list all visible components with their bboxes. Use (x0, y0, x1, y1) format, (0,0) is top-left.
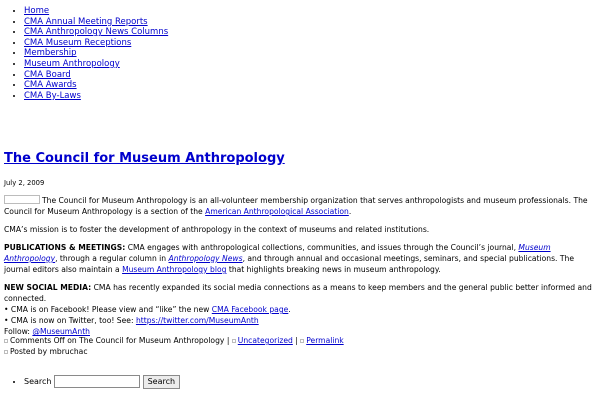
nav-item-annual-meeting-reports (24, 17, 305, 28)
entry-paragraph-intro (4, 195, 596, 217)
nav-link-membership[interactable]: Membership (24, 48, 77, 59)
post-entry (4, 195, 596, 344)
category-icon (232, 339, 236, 343)
facebook-text: • CMA is on Facebook! Please view and “like” the new (4, 305, 212, 314)
search-label: Search (24, 377, 52, 386)
meta-separator-2: | (292, 336, 301, 345)
nav-item-membership (24, 48, 305, 59)
meta-separator: | (224, 336, 232, 345)
nav-link-anthropology-news-columns[interactable]: CMA Anthropology News Columns (24, 27, 169, 38)
publications-text-d: that highlights breaking news in museum anthropology. (226, 265, 441, 274)
permalink-icon (300, 339, 304, 343)
publications-text-c: , and through annual and occasional meetings, seminars, and special publications. The journal editors also maintain a (4, 254, 574, 274)
social-media-text: CMA has recently expanded its social media connections as a means to keep members and the general public better informed and connected. (4, 283, 592, 303)
comments-icon (4, 339, 8, 343)
nav-item-anthropology-news-columns (24, 27, 305, 38)
broken-image-icon (4, 195, 40, 204)
search-widget (24, 374, 180, 390)
comments-off-text: Comments Off on The Council for Museum Anthropology (10, 336, 225, 345)
nav-item-museum-anthropology (24, 59, 305, 70)
post-date: July 2, 2009 (4, 179, 45, 187)
twitter-url-link[interactable]: https://twitter.com/MuseumAnth (135, 316, 259, 325)
twitter-follow-link[interactable]: @MuseumAnth (32, 327, 90, 336)
publications-text-b: , through a regular column in (55, 254, 169, 263)
category-link[interactable]: Uncategorized (237, 336, 293, 345)
nav-item-by-laws (24, 91, 305, 102)
author-icon (4, 350, 8, 354)
sidebar (5, 374, 180, 390)
aaa-link[interactable]: American Anthropological Association (205, 207, 349, 216)
post-title (4, 150, 285, 168)
nav-link-awards[interactable]: CMA Awards (24, 80, 77, 91)
posted-by-text: Posted by mbruchac (10, 346, 88, 356)
nav-item-awards (24, 80, 305, 91)
main-nav (5, 6, 305, 101)
museum-anthropology-blog-link[interactable]: Museum Anthropology blog (122, 265, 227, 274)
post-meta (4, 336, 344, 357)
post-meta-line (4, 336, 344, 347)
facebook-end: . (288, 305, 291, 314)
nav-link-home[interactable]: Home (24, 6, 50, 16)
search-input[interactable] (54, 375, 140, 388)
nav-link-board[interactable]: CMA Board (24, 69, 71, 80)
nav-link-by-laws[interactable]: CMA By-Laws (24, 90, 81, 101)
nav-link-museum-receptions[interactable]: CMA Museum Receptions (24, 37, 132, 48)
intro-end: . (348, 207, 352, 216)
nav-item-board (24, 70, 305, 81)
post-title-link[interactable]: The Council for Museum Anthropology (4, 151, 285, 166)
entry-paragraph-mission: CMA’s mission is to foster the development of anthropology in the context of museums and related institutions. (4, 225, 430, 234)
twitter-text: • CMA is now on Twitter, too! See: (4, 316, 136, 325)
intro-text: The Council for Museum Anthropology is an all-volunteer membership organization that serves anthropologists and museum professionals. The Council for Museum Anthropology is a section of the (4, 196, 588, 216)
anthropology-news-link[interactable]: Anthropology News (168, 254, 243, 263)
posted-by-line (4, 347, 344, 358)
nav-item-museum-receptions (24, 38, 305, 49)
nav-item-home (24, 6, 305, 17)
social-media-label: NEW SOCIAL MEDIA: (4, 283, 92, 292)
nav-link-annual-meeting-reports[interactable]: CMA Annual Meeting Reports (24, 16, 148, 27)
museum-anthropology-journal-link[interactable]: Museum Anthropology (4, 243, 551, 263)
search-button[interactable]: Search (143, 375, 180, 389)
facebook-page-link[interactable]: CMA Facebook page (211, 305, 289, 314)
nav-link-museum-anthropology[interactable]: Museum Anthropology (24, 58, 120, 69)
follow-text: Follow: (4, 327, 33, 336)
publications-label: PUBLICATIONS & MEETINGS: (4, 243, 126, 252)
publications-text-a: CMA engages with anthropological collections, communities, and issues through the Council’s journal, (125, 243, 519, 252)
entry-paragraph-publications (4, 242, 596, 275)
permalink-link[interactable]: Permalink (306, 336, 344, 345)
entry-paragraph-social-media (4, 282, 596, 337)
